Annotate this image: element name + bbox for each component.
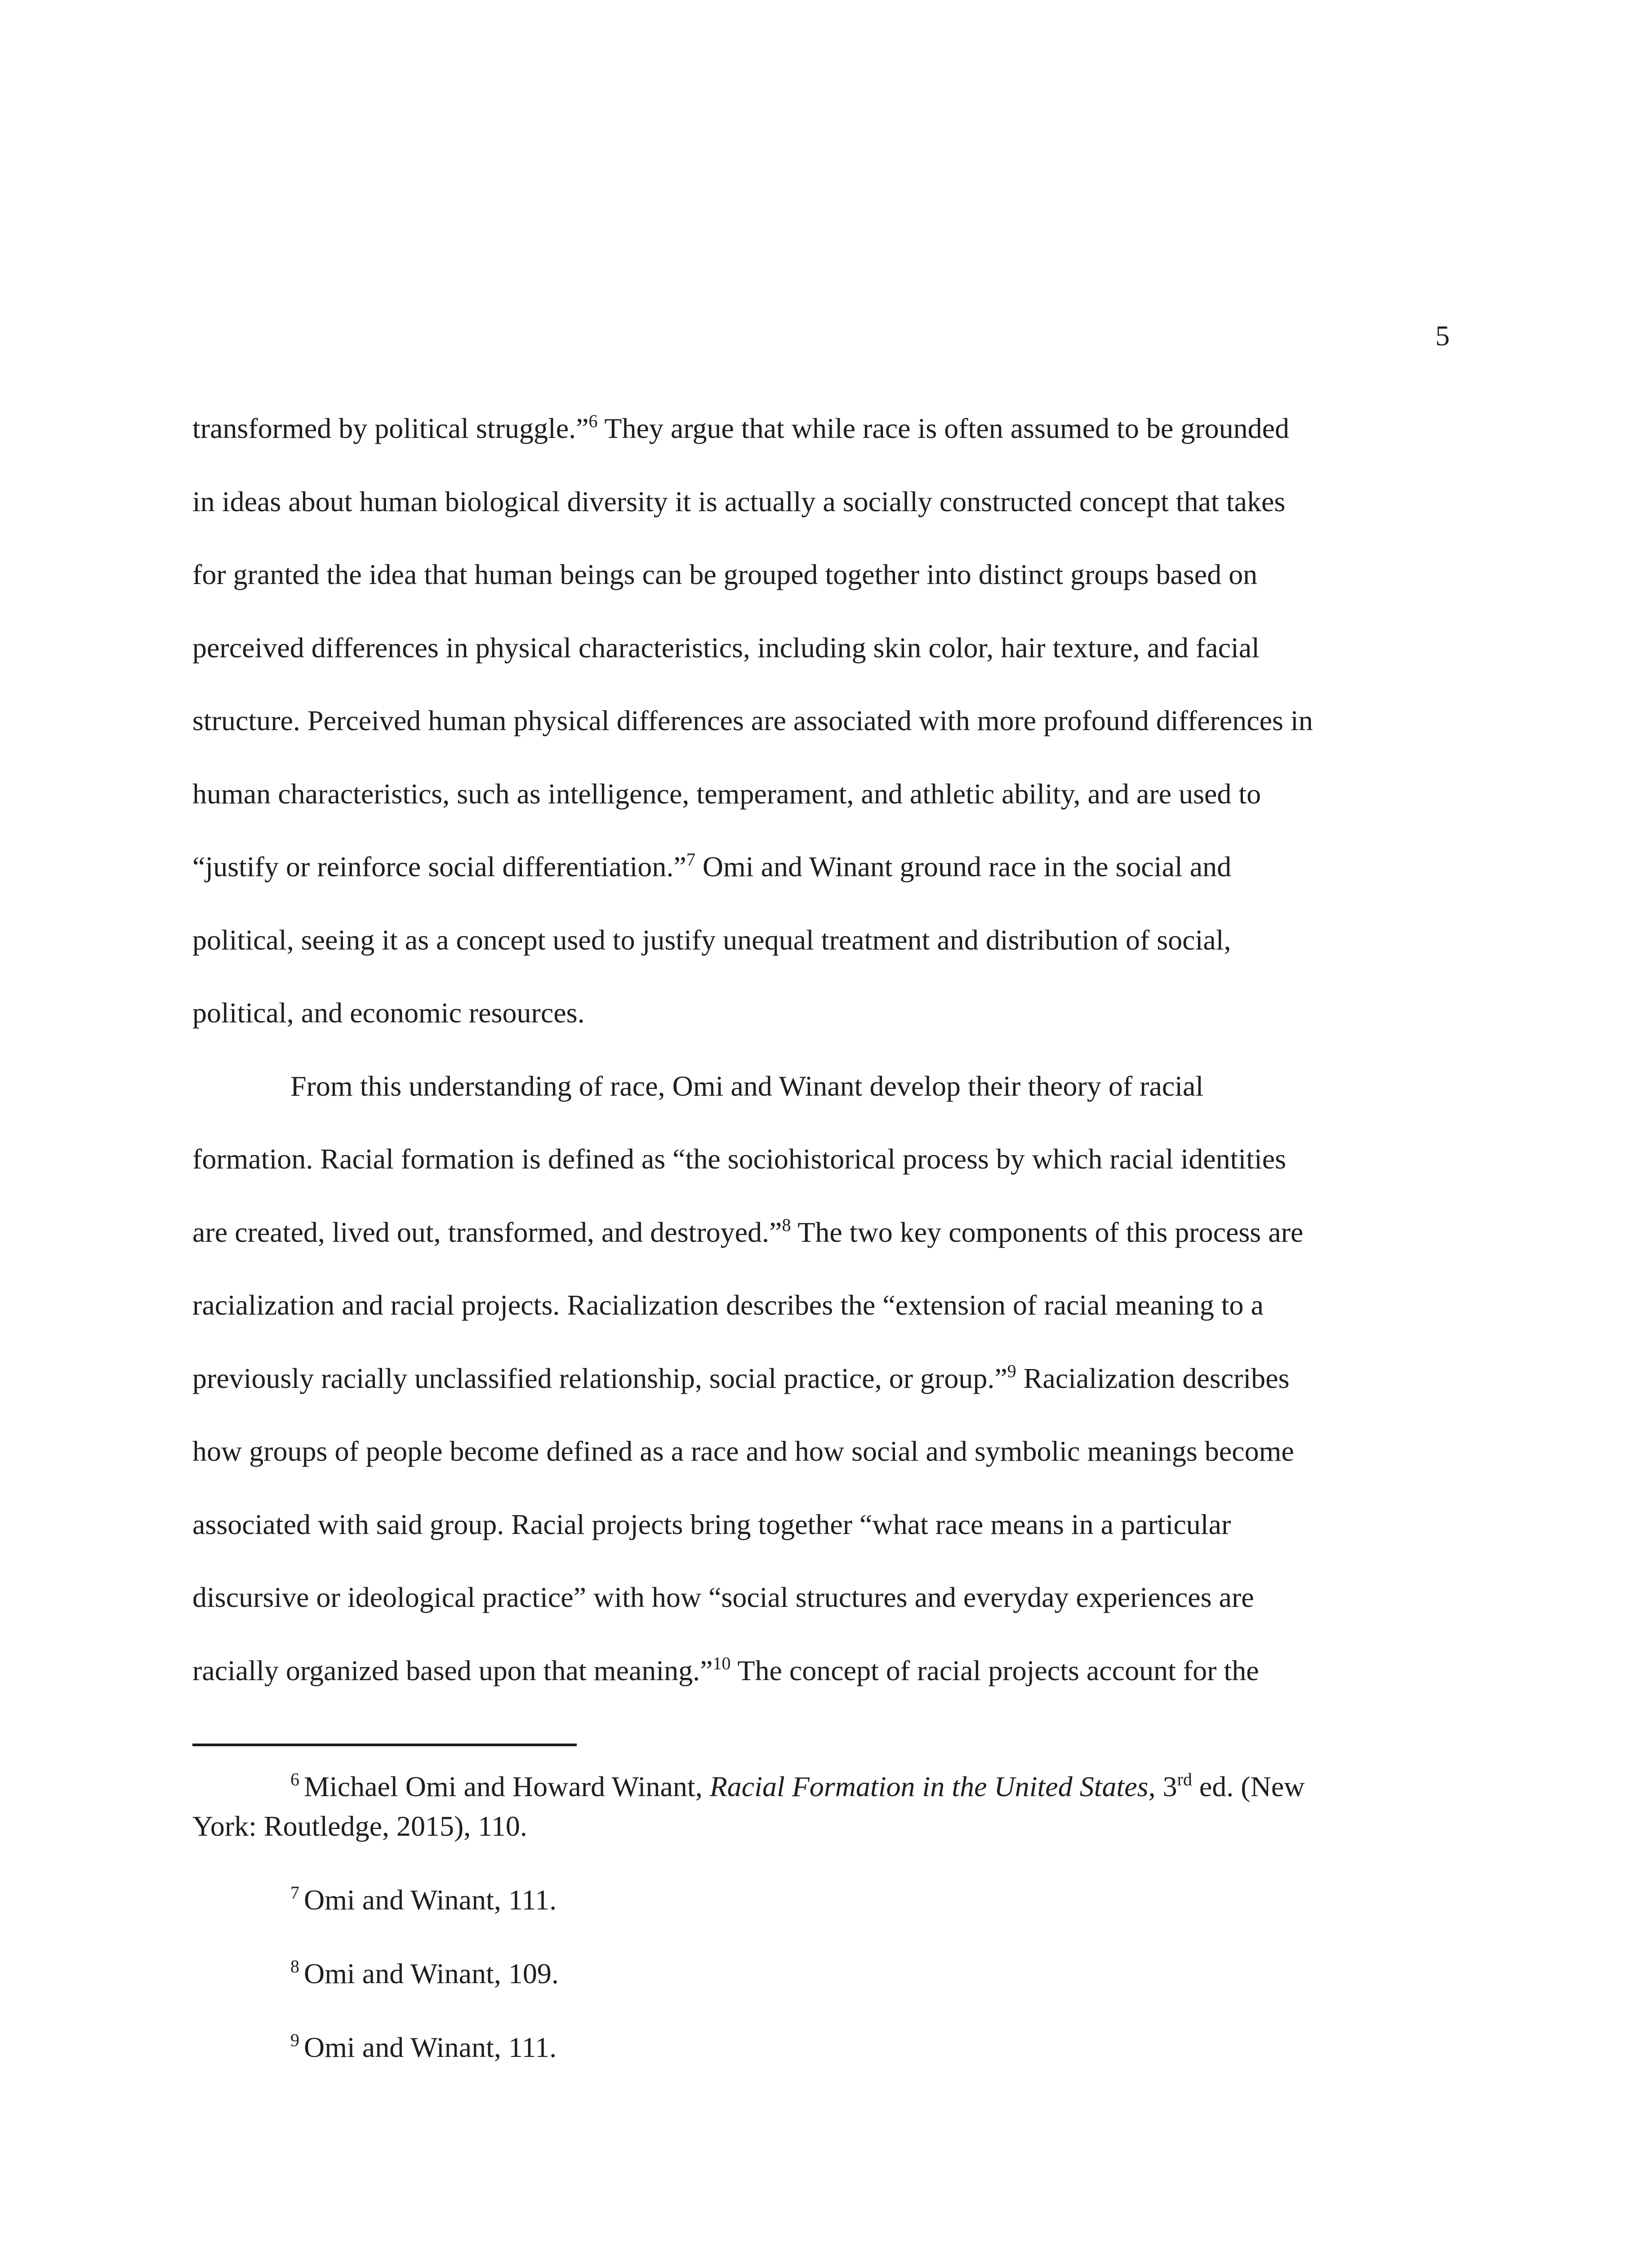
footnote-number: 8 [290, 1956, 299, 1976]
body-line: transformed by political struggle.”$^6$ They argue that while race is often assumed to be grounded [192, 411, 1290, 444]
footnote-line: $^7$ Omi and Winant, 111. [290, 1882, 557, 1916]
footnote-ref: 8 [782, 1214, 791, 1235]
page-number: 5 [1435, 320, 1450, 352]
body-line: discursive or ideological practice” with how “social structures and everyday experiences are [192, 1581, 1254, 1613]
body-line: racialization and racial projects. Racialization describes the “extension of racial meaning to a [192, 1289, 1264, 1321]
body-line: political, and economic resources. [192, 997, 585, 1029]
body-line: previously racially unclassified relationship, social practice, or group.”$^9$ Racialization describes [192, 1360, 1290, 1394]
footnote-line: York: Routledge, 2015), 110. [192, 1810, 527, 1842]
body-line: formation. Racial formation is defined as “the sociohistorical process by which racial identities [192, 1143, 1287, 1175]
footnote-line: $^9$ Omi and Winant, 111. [290, 2030, 557, 2063]
footnote-ref: 6 [588, 411, 598, 431]
footnote [192, 1880, 1465, 1920]
body-line: structure. Perceived human physical differences are associated with more profound differences in [192, 705, 1313, 736]
footnote-ref: 9 [1007, 1360, 1016, 1381]
body-line: From this understanding of race, Omi and Winant develop their theory of racial [290, 1070, 1204, 1102]
body-line: perceived differences in physical characteristics, including skin color, hair texture, and facial [192, 631, 1260, 664]
footnote-separator [192, 1744, 577, 1746]
footnote-number: 6 [290, 1769, 299, 1789]
footnote-ref: 7 [686, 849, 695, 870]
footnote [192, 1954, 1465, 1994]
body-line: racially organized based upon that meaning.”$^{10}$ The concept of racial projects account for the [192, 1653, 1259, 1686]
body-line: are created, lived out, transformed, and destroyed.”$^8$ The two key components of this process are [192, 1214, 1304, 1248]
body-line: for granted the idea that human beings can be grouped together into distinct groups based on [192, 558, 1258, 590]
body-line: “justify or reinforce social differentiation.”$^7$ Omi and Winant ground race in the social and [192, 849, 1232, 883]
footnotes [192, 1767, 1465, 2101]
body-text [192, 392, 1465, 1707]
book-title: Racial Formation in the United States, [709, 1771, 1156, 1802]
body-line: human characteristics, such as intelligence, temperament, and athletic ability, and are used to [192, 777, 1261, 810]
footnote-number: 9 [290, 2030, 299, 2050]
footnote [192, 1767, 1465, 1846]
footnote-line: $^6$ Michael Omi and Howard Winant, Racial Formation in the United States, 3rd ed. (New [290, 1769, 1305, 1802]
body-line: political, seeing it as a concept used to justify unequal treatment and distribution of social, [192, 923, 1231, 956]
footnote-line: $^8$ Omi and Winant, 109. [290, 1956, 559, 1989]
body-line: associated with said group. Racial projects bring together “what race means in a particular [192, 1508, 1231, 1540]
footnote-number: 7 [290, 1882, 299, 1903]
footnote-ref: 10 [712, 1653, 731, 1673]
body-line: how groups of people become defined as a race and how social and symbolic meanings become [192, 1435, 1294, 1467]
footnote [192, 2028, 1465, 2067]
body-line: in ideas about human biological diversity it is actually a socially constructed concept that takes [192, 485, 1286, 517]
